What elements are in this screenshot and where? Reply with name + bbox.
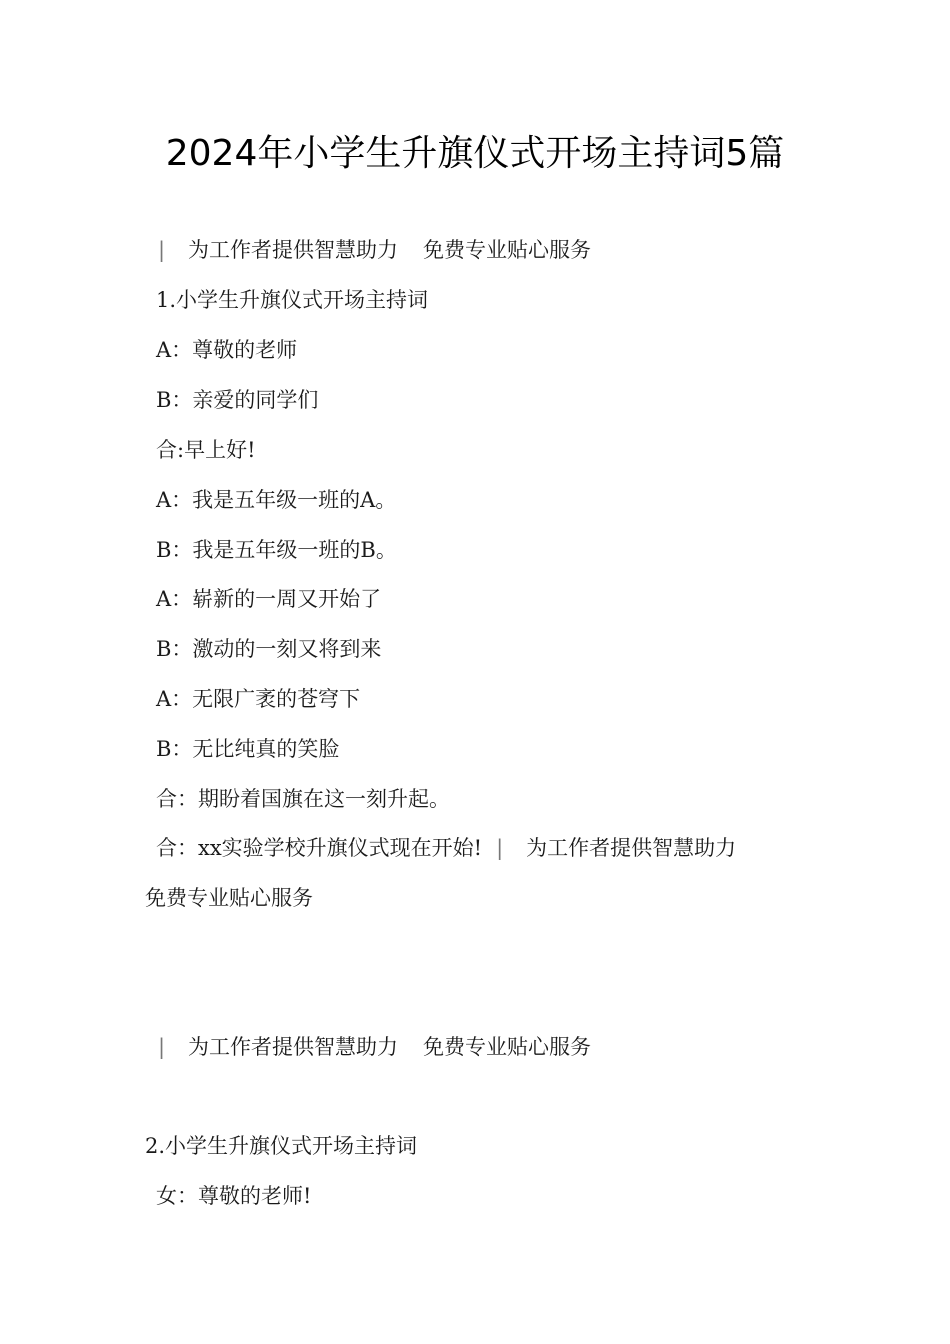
closing-text: 合：xx实验学校升旗仪式现在开始! <box>156 836 483 860</box>
closing-line <box>156 833 736 863</box>
closing-banner-b: 免费专业贴心服务 <box>145 886 313 910</box>
section1-heading: 1.小学生升旗仪式开场主持词 <box>156 288 429 312</box>
dialogue-line: B：我是五年级一班的B。 <box>156 538 397 562</box>
banner-text-a: 为工作者提供智慧助力 <box>188 1035 398 1059</box>
banner-separator: | <box>158 238 166 262</box>
document-title: 2024年小学生升旗仪式开场主持词5篇 <box>165 133 785 174</box>
banner-text-b: 免费专业贴心服务 <box>423 1035 591 1059</box>
dialogue-line: B：亲爱的同学们 <box>156 388 319 412</box>
dialogue-line: 合：期盼着国旗在这一刻升起。 <box>156 787 450 811</box>
dialogue-line: 合:早上好! <box>156 438 256 462</box>
banner-text-b: 免费专业贴心服务 <box>423 238 591 262</box>
dialogue-line: B：无比纯真的笑脸 <box>156 737 340 761</box>
banner-top <box>158 235 591 265</box>
banner-separator: | <box>496 836 504 860</box>
banner-text-a: 为工作者提供智慧助力 <box>188 238 398 262</box>
closing-banner-a: 为工作者提供智慧助力 <box>526 836 737 860</box>
dialogue-line: A：崭新的一周又开始了 <box>156 587 382 611</box>
section2-heading: 2.小学生升旗仪式开场主持词 <box>145 1134 418 1158</box>
banner-separator: | <box>158 1035 166 1059</box>
dialogue-line: B：激动的一刻又将到来 <box>156 637 382 661</box>
dialogue-line: A：尊敬的老师 <box>156 338 298 362</box>
dialogue-line: 女：尊敬的老师! <box>156 1184 312 1208</box>
dialogue-line: A：我是五年级一班的A。 <box>156 488 397 512</box>
banner-middle <box>158 1032 591 1062</box>
dialogue-line: A：无限广袤的苍穹下 <box>156 687 361 711</box>
